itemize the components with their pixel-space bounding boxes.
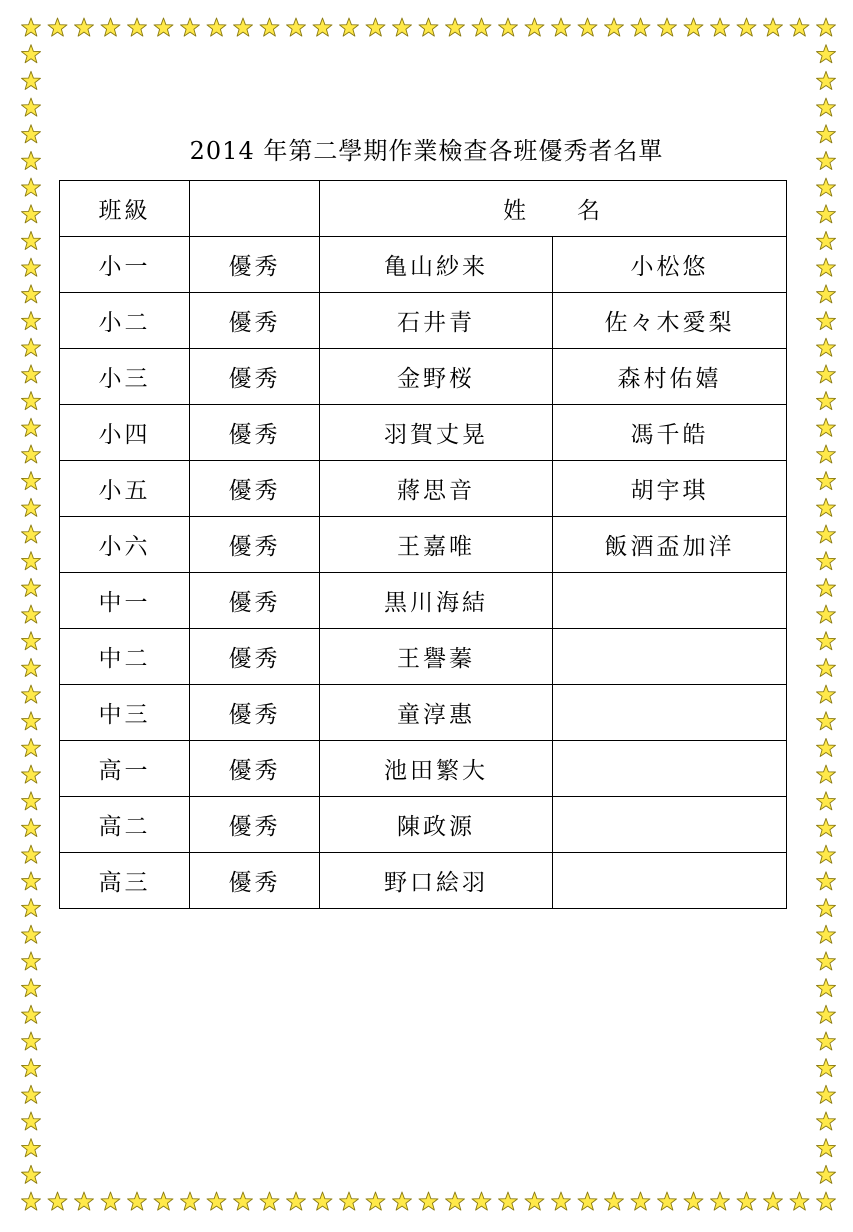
name-cell: 蔣思音 xyxy=(320,461,553,517)
star-icon xyxy=(816,1165,835,1183)
star-icon xyxy=(21,418,40,436)
name-cell: 金野桜 xyxy=(320,349,553,405)
star-icon xyxy=(207,1192,226,1210)
star-icon xyxy=(816,818,835,836)
award-cell: 優秀 xyxy=(190,797,320,853)
star-icon xyxy=(684,1192,703,1210)
star-icon xyxy=(816,365,835,383)
star-icon xyxy=(339,1192,358,1210)
name-cell-second xyxy=(553,853,787,909)
star-icon xyxy=(260,18,279,36)
header-name xyxy=(320,181,787,237)
star-icon xyxy=(763,1192,782,1210)
star-icon xyxy=(816,258,835,276)
table-row xyxy=(60,405,787,461)
star-icon xyxy=(366,18,385,36)
star-icon xyxy=(180,1192,199,1210)
name-cell-second xyxy=(553,797,787,853)
star-icon xyxy=(816,792,835,810)
name-cell-second xyxy=(553,741,787,797)
name-cell: 王譽蓁 xyxy=(320,629,553,685)
header-class: 班級 xyxy=(60,181,190,237)
header-award xyxy=(190,181,320,237)
star-icon xyxy=(816,205,835,223)
star-icon xyxy=(21,685,40,703)
star-icon xyxy=(127,1192,146,1210)
class-cell: 小一 xyxy=(60,237,190,293)
star-icon xyxy=(816,445,835,463)
star-icon xyxy=(21,632,40,650)
table-row xyxy=(60,237,787,293)
star-icon xyxy=(816,845,835,863)
class-cell: 小五 xyxy=(60,461,190,517)
star-icon xyxy=(21,205,40,223)
award-cell: 優秀 xyxy=(190,741,320,797)
award-cell: 優秀 xyxy=(190,405,320,461)
star-icon xyxy=(21,658,40,676)
star-icon xyxy=(816,1032,835,1050)
star-icon xyxy=(816,98,835,116)
star-icon xyxy=(21,178,40,196)
star-icon xyxy=(366,1192,385,1210)
star-icon xyxy=(21,578,40,596)
star-icon xyxy=(472,18,491,36)
star-icon xyxy=(48,1192,67,1210)
table-row xyxy=(60,797,787,853)
star-icon xyxy=(21,605,40,623)
table-row xyxy=(60,517,787,573)
star-icon xyxy=(21,1139,40,1157)
star-icon xyxy=(21,365,40,383)
star-icon xyxy=(816,738,835,756)
star-icon xyxy=(21,1085,40,1103)
star-icon xyxy=(578,1192,597,1210)
table-row xyxy=(60,629,787,685)
star-icon xyxy=(260,1192,279,1210)
star-icon xyxy=(498,1192,517,1210)
star-icon xyxy=(419,1192,438,1210)
star-icon xyxy=(604,1192,623,1210)
class-cell: 中一 xyxy=(60,573,190,629)
star-icon xyxy=(816,312,835,330)
star-icon xyxy=(816,338,835,356)
star-icon xyxy=(657,18,676,36)
star-icon xyxy=(21,738,40,756)
star-icon xyxy=(816,472,835,490)
name-cell: 黒川海結 xyxy=(320,573,553,629)
star-icon xyxy=(657,1192,676,1210)
star-icon xyxy=(286,1192,305,1210)
star-icon xyxy=(21,1192,40,1210)
award-cell: 優秀 xyxy=(190,685,320,741)
star-icon xyxy=(816,178,835,196)
star-icon xyxy=(21,258,40,276)
star-icon xyxy=(21,712,40,730)
table-row xyxy=(60,293,787,349)
name-cell-second: 飯酒盃加洋 xyxy=(553,517,787,573)
table-row xyxy=(60,685,787,741)
award-cell: 優秀 xyxy=(190,629,320,685)
class-cell: 中三 xyxy=(60,685,190,741)
star-icon xyxy=(631,1192,650,1210)
star-icon xyxy=(816,392,835,410)
star-icon xyxy=(816,712,835,730)
star-icon xyxy=(816,1085,835,1103)
name-cell-second: 胡宇琪 xyxy=(553,461,787,517)
name-cell: 野口絵羽 xyxy=(320,853,553,909)
star-icon xyxy=(816,872,835,890)
star-icon xyxy=(816,979,835,997)
name-cell-second xyxy=(553,573,787,629)
star-icon xyxy=(816,578,835,596)
class-cell: 小三 xyxy=(60,349,190,405)
star-icon xyxy=(578,18,597,36)
star-icon xyxy=(21,45,40,63)
star-icon xyxy=(790,18,809,36)
star-icon xyxy=(21,899,40,917)
star-icon xyxy=(21,1112,40,1130)
star-icon xyxy=(525,1192,544,1210)
star-icon xyxy=(525,18,544,36)
star-icon xyxy=(816,525,835,543)
star-icon xyxy=(737,1192,756,1210)
star-icon xyxy=(21,952,40,970)
star-icon xyxy=(551,1192,570,1210)
star-icon xyxy=(21,845,40,863)
name-cell: 石井青 xyxy=(320,293,553,349)
star-icon xyxy=(498,18,517,36)
star-icon xyxy=(472,1192,491,1210)
star-icon xyxy=(445,18,464,36)
star-icon xyxy=(763,18,782,36)
star-icon xyxy=(339,18,358,36)
star-icon xyxy=(631,18,650,36)
document-title: 2014 年第二學期作業檢查各班優秀者名單 xyxy=(189,137,664,165)
star-icon xyxy=(816,685,835,703)
star-icon xyxy=(21,872,40,890)
star-icon xyxy=(21,1005,40,1023)
star-icon xyxy=(816,552,835,570)
star-icon xyxy=(21,98,40,116)
star-icon xyxy=(154,1192,173,1210)
star-icon xyxy=(816,231,835,249)
award-cell: 優秀 xyxy=(190,237,320,293)
award-cell: 優秀 xyxy=(190,461,320,517)
star-icon xyxy=(816,498,835,516)
star-icon xyxy=(816,899,835,917)
star-icon xyxy=(604,18,623,36)
class-cell: 小四 xyxy=(60,405,190,461)
star-icon xyxy=(286,18,305,36)
star-icon xyxy=(551,18,570,36)
star-icon xyxy=(48,18,67,36)
star-icon xyxy=(21,312,40,330)
table-row xyxy=(60,853,787,909)
class-cell: 中二 xyxy=(60,629,190,685)
star-icon xyxy=(684,18,703,36)
star-icon xyxy=(21,1032,40,1050)
star-icon xyxy=(816,765,835,783)
star-icon xyxy=(101,18,120,36)
star-icon xyxy=(816,71,835,89)
star-icon xyxy=(816,1059,835,1077)
star-icon xyxy=(21,925,40,943)
star-icon xyxy=(21,1059,40,1077)
header-name-part-2: 名 xyxy=(577,198,603,224)
star-icon xyxy=(816,1112,835,1130)
star-icon xyxy=(816,925,835,943)
table-row xyxy=(60,741,787,797)
star-icon xyxy=(21,1165,40,1183)
name-cell: 池田繁大 xyxy=(320,741,553,797)
star-icon xyxy=(816,45,835,63)
star-icon xyxy=(816,632,835,650)
star-icon xyxy=(21,18,40,36)
star-icon xyxy=(816,605,835,623)
name-cell-second xyxy=(553,629,787,685)
star-icon xyxy=(21,472,40,490)
star-icon xyxy=(74,18,93,36)
class-cell: 高三 xyxy=(60,853,190,909)
star-icon xyxy=(21,338,40,356)
star-icon xyxy=(21,525,40,543)
star-icon xyxy=(101,1192,120,1210)
class-cell: 小二 xyxy=(60,293,190,349)
star-icon xyxy=(21,792,40,810)
table-body xyxy=(60,181,787,909)
name-cell: 亀山紗来 xyxy=(320,237,553,293)
award-cell: 優秀 xyxy=(190,573,320,629)
name-cell-second: 馮千皓 xyxy=(553,405,787,461)
star-icon xyxy=(180,18,199,36)
name-cell-second xyxy=(553,685,787,741)
name-cell-second: 森村佑嬉 xyxy=(553,349,787,405)
star-icon xyxy=(21,231,40,249)
award-cell: 優秀 xyxy=(190,517,320,573)
star-icon xyxy=(392,18,411,36)
table-row xyxy=(60,573,787,629)
star-icon xyxy=(233,18,252,36)
honor-roll-table xyxy=(59,180,787,909)
star-icon xyxy=(392,1192,411,1210)
star-icon xyxy=(21,818,40,836)
star-icon xyxy=(21,445,40,463)
star-icon xyxy=(737,18,756,36)
star-icon xyxy=(74,1192,93,1210)
class-cell: 小六 xyxy=(60,517,190,573)
star-icon xyxy=(816,285,835,303)
header-name-part-1: 姓 xyxy=(503,198,529,224)
table-header-row xyxy=(60,181,787,237)
award-cell: 優秀 xyxy=(190,349,320,405)
star-icon xyxy=(21,392,40,410)
star-icon xyxy=(313,1192,332,1210)
star-icon xyxy=(419,18,438,36)
class-cell: 高二 xyxy=(60,797,190,853)
star-icon xyxy=(816,1192,835,1210)
star-icon xyxy=(21,71,40,89)
name-cell: 童淳惠 xyxy=(320,685,553,741)
award-cell: 優秀 xyxy=(190,293,320,349)
table-row xyxy=(60,349,787,405)
star-icon xyxy=(816,952,835,970)
name-cell: 羽賀丈晃 xyxy=(320,405,553,461)
star-icon xyxy=(816,418,835,436)
award-cell: 優秀 xyxy=(190,853,320,909)
table-row xyxy=(60,461,787,517)
name-cell-second: 小松悠 xyxy=(553,237,787,293)
star-icon xyxy=(790,1192,809,1210)
star-icon xyxy=(710,18,729,36)
star-icon xyxy=(154,18,173,36)
name-cell: 陳政源 xyxy=(320,797,553,853)
star-icon xyxy=(233,1192,252,1210)
name-cell: 王嘉唯 xyxy=(320,517,553,573)
star-icon xyxy=(21,552,40,570)
star-icon xyxy=(21,979,40,997)
star-icon xyxy=(445,1192,464,1210)
star-icon xyxy=(816,658,835,676)
star-icon xyxy=(21,498,40,516)
star-icon xyxy=(816,18,835,36)
star-icon xyxy=(21,285,40,303)
star-icon xyxy=(21,765,40,783)
class-cell: 高一 xyxy=(60,741,190,797)
star-icon xyxy=(816,1139,835,1157)
star-icon xyxy=(127,18,146,36)
name-cell-second: 佐々木愛梨 xyxy=(553,293,787,349)
star-icon xyxy=(710,1192,729,1210)
star-icon xyxy=(313,18,332,36)
star-icon xyxy=(816,1005,835,1023)
star-icon xyxy=(207,18,226,36)
